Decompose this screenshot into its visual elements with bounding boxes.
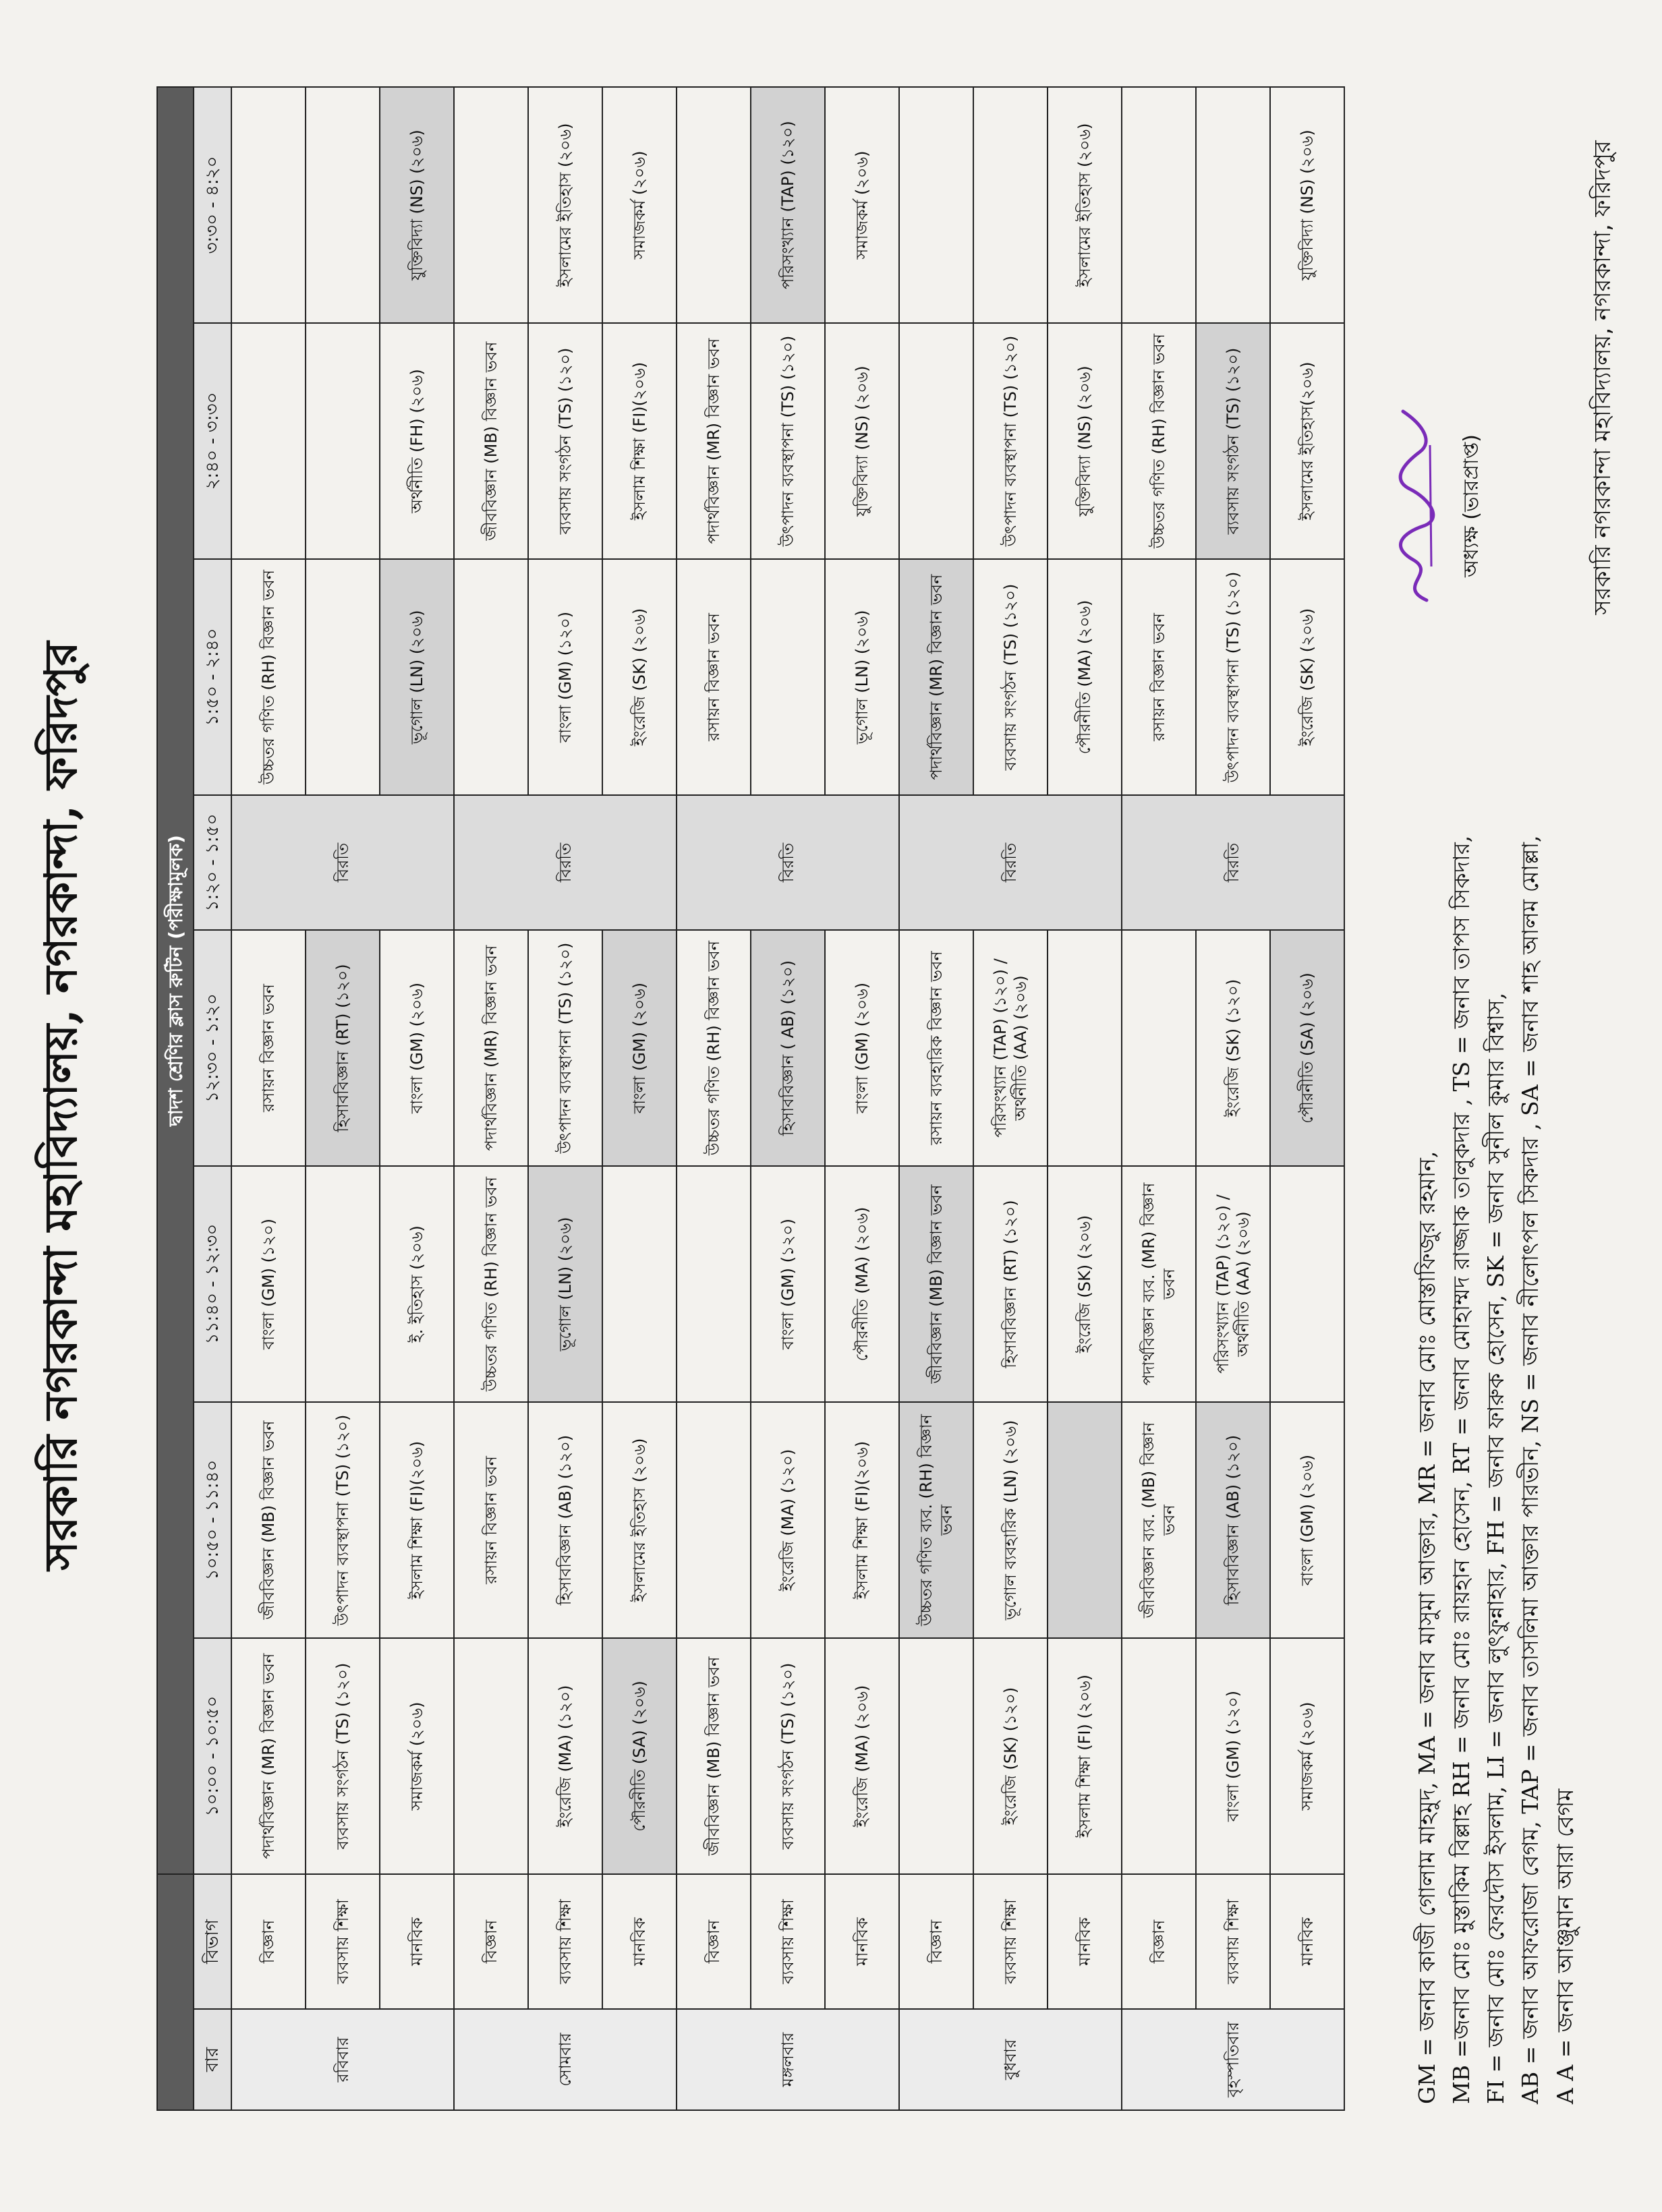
legend-line: MB =জনাব মোঃ মুস্তাকিম বিল্লাহ RH = জনাব মোঃ রায়হান হোসেন, RT = জনাব মোহাম্মদ রাজ্জাক তালুকদার , TS = জনাব তাপস সিকদার, xyxy=(1448,835,1475,2104)
class-cell: বাংলা (GM) (২০৬) xyxy=(825,930,899,1166)
class-cell: পরিসংখ্যান (TAP) (১২০) xyxy=(751,87,825,323)
day-header: বার xyxy=(194,2009,231,2110)
legend-line: FI = জনাব মোঃ ফেরদৌস ইসলাম, LI = জনাব লুৎফুন্নাহার, FH = জনাব ফারুক হোসেন, SK = জনাব সুনীল কুমার বিশ্বাস, xyxy=(1483,992,1510,2104)
class-cell: উচ্চতর গণিত (RH) বিজ্ঞান ভবন xyxy=(677,930,751,1166)
slot-header: ৩:৩০ - ৪:২০ xyxy=(194,87,231,323)
college-footer: সরকারি নগরকান্দা মহাবিদ্যালয়, নগরকান্দা, ফরিদপুর xyxy=(1589,140,1616,615)
class-cell: পদার্থবিজ্ঞান (MR) বিজ্ঞান ভবন xyxy=(231,1638,306,1874)
class-cell xyxy=(677,1402,751,1638)
class-cell: ইসলামের ইতিহাস (২০৬) xyxy=(528,87,602,323)
dept-label: ব্যবসায় শিক্ষা xyxy=(751,1874,825,2009)
class-cell: ইসলামের ইতিহাস (২০৬) xyxy=(602,1402,677,1638)
table-row xyxy=(454,87,528,2110)
class-cell: ইংরেজি (SK) (২০৬) xyxy=(602,559,677,795)
table-row xyxy=(751,87,825,2110)
class-cell: বাংলা (GM) (১২০) xyxy=(1196,1638,1270,1874)
class-cell: পরিসংখ্যান (TAP) (১২০) / অর্থনীতি (AA) (২০৬) xyxy=(973,930,1048,1166)
teacher-legend xyxy=(1410,486,1582,2104)
dept-label: বিজ্ঞান xyxy=(231,1874,306,2009)
class-cell: উৎপাদন ব্যবস্থাপনা (TS) (১২০) xyxy=(1196,559,1270,795)
dept-label: বিজ্ঞান xyxy=(677,1874,751,2009)
legend-line: A A = জনাব আঞ্জুমান আরা বেগম xyxy=(1551,1788,1578,2104)
dept-header: বিভাগ xyxy=(194,1874,231,2009)
class-cell: ভূগোল ব্যবহারিক (LN) (২০৬) xyxy=(973,1402,1048,1638)
page-title: সরকারি নগরকান্দা মহাবিদ্যালয়, নগরকান্দা, ফরিদপুর xyxy=(34,641,87,1571)
slot-header: ১০:৫০ - ১১:৪০ xyxy=(194,1402,231,1638)
class-cell: ব্যবসায় সংগঠন (TS) (১২০) xyxy=(973,559,1048,795)
table-row xyxy=(231,87,306,2110)
class-cell: উৎপাদন ব্যবস্থাপনা (TS) (১২০) xyxy=(751,323,825,559)
class-cell: যুক্তিবিদ্যা (NS) (২০৬) xyxy=(825,323,899,559)
class-cell: পৌরনীতি (SA) (২০৬) xyxy=(1270,930,1344,1166)
class-cell: রসায়ন ব্যবহারিক বিজ্ঞান ভবন xyxy=(899,930,973,1166)
table-row xyxy=(306,87,380,2110)
class-cell: উচ্চতর গণিত (RH) বিজ্ঞান ভবন xyxy=(1122,323,1196,559)
class-cell: উচ্চতর গণিত (RH) বিজ্ঞান ভবন xyxy=(454,1166,528,1402)
dept-label: মানবিক xyxy=(1270,1874,1344,2009)
class-cell: রসায়ন বিজ্ঞান ভবন xyxy=(677,559,751,795)
break-cell: বিরতি xyxy=(677,795,899,930)
dept-label: ব্যবসায় শিক্ষা xyxy=(973,1874,1048,2009)
class-cell: বাংলা (GM) (২০৬) xyxy=(380,930,454,1166)
class-cell: উৎপাদন ব্যবস্থাপনা (TS) (১২০) xyxy=(973,323,1048,559)
dept-label: ব্যবসায় শিক্ষা xyxy=(528,1874,602,2009)
class-cell: হিসাববিজ্ঞান (AB) (১২০) xyxy=(528,1402,602,1638)
class-cell: পৌরনীতি (MA) (২০৬) xyxy=(825,1166,899,1402)
class-cell xyxy=(1196,87,1270,323)
day-label: বৃহস্পতিবার xyxy=(1122,2009,1344,2110)
class-cell xyxy=(454,87,528,323)
slot-header: ১:২০ - ১:৫০ xyxy=(194,795,231,930)
class-cell xyxy=(231,87,306,323)
class-cell: ভূগোল (LN) (২০৬) xyxy=(380,559,454,795)
class-cell: ই. ইতিহাস (২০৬) xyxy=(380,1166,454,1402)
day-label: সোমবার xyxy=(454,2009,677,2110)
class-cell: বাংলা (GM) (১২০) xyxy=(231,1166,306,1402)
dept-label: বিজ্ঞান xyxy=(1122,1874,1196,2009)
class-cell xyxy=(306,1166,380,1402)
break-cell: বিরতি xyxy=(899,795,1122,930)
class-routine-table xyxy=(156,86,1345,2111)
legend-line: AB = জনাব আফরোজা বেগম, TAP = জনাব তাসলিমা আক্তার পারভীন, NS = জনাব নীলোৎপল সিকদার , SA = জনাব শাহ আলম মোল্লা, xyxy=(1517,835,1544,2104)
slot-header: ২:৪০ - ৩:৩০ xyxy=(194,323,231,559)
class-cell: সমাজকর্ম (২০৬) xyxy=(602,87,677,323)
table-row xyxy=(602,87,677,2110)
class-cell: ভূগোল (LN) (২০৬) xyxy=(528,1166,602,1402)
class-cell: জীববিজ্ঞান ব্যব. (MB) বিজ্ঞান ভবন xyxy=(1122,1402,1196,1638)
day-label: মঙ্গলবার xyxy=(677,2009,899,2110)
class-cell xyxy=(1270,1166,1344,1402)
class-cell: সমাজকর্ম (২০৬) xyxy=(380,1638,454,1874)
class-cell: সমাজকর্ম (২০৬) xyxy=(1270,1638,1344,1874)
table-title: দ্বাদশ শ্রেণির ক্লাস রুটিন (পরীক্ষামূলক) xyxy=(157,87,194,1874)
class-cell xyxy=(306,559,380,795)
corner-header xyxy=(157,1874,194,2110)
class-cell: পৌরনীতি (SA) (২০৬) xyxy=(602,1638,677,1874)
class-cell: ভূগোল (LN) (২০৬) xyxy=(825,559,899,795)
class-cell: যুক্তিবিদ্যা (NS) (২০৬) xyxy=(380,87,454,323)
class-cell xyxy=(677,87,751,323)
class-cell xyxy=(1122,87,1196,323)
class-cell: উৎপাদন ব্যবস্থাপনা (TS) (১২০) xyxy=(306,1402,380,1638)
class-cell: পৌরনীতি (MA) (২০৬) xyxy=(1048,559,1122,795)
table-row xyxy=(677,87,751,2110)
class-cell xyxy=(677,1166,751,1402)
class-cell: যুক্তিবিদ্যা (NS) (২০৬) xyxy=(1270,87,1344,323)
class-cell: ব্যবসায় সংগঠন (TS) (১২০) xyxy=(528,323,602,559)
class-cell: পদার্থবিজ্ঞান (MR) বিজ্ঞান ভবন xyxy=(677,323,751,559)
dept-label: মানবিক xyxy=(380,1874,454,2009)
handwritten-signature xyxy=(1389,364,1452,647)
table-row xyxy=(899,87,973,2110)
class-cell: ইসলাম শিক্ষা (FI)(২০৬) xyxy=(825,1402,899,1638)
day-label: রবিবার xyxy=(231,2009,454,2110)
slot-header: ১১:৪০ - ১২:৩০ xyxy=(194,1166,231,1402)
class-cell: উচ্চতর গণিত ব্যব. (RH) বিজ্ঞান ভবন xyxy=(899,1402,973,1638)
dept-label: মানবিক xyxy=(602,1874,677,2009)
class-cell xyxy=(899,323,973,559)
class-cell xyxy=(454,559,528,795)
class-cell: বাংলা (GM) (১২০) xyxy=(751,1166,825,1402)
principal-signature-block xyxy=(1389,364,1489,647)
class-cell: অর্থনীতি (FH) (২০৬) xyxy=(380,323,454,559)
class-cell xyxy=(454,1638,528,1874)
class-cell: পদার্থবিজ্ঞান (MR) বিজ্ঞান ভবন xyxy=(899,559,973,795)
class-cell: ইংরেজি (SK) (২০৬) xyxy=(1048,1166,1122,1402)
class-cell: জীববিজ্ঞান (MB) বিজ্ঞান ভবন xyxy=(454,323,528,559)
class-cell: হিসাববিজ্ঞান (RT) (১২০) xyxy=(973,1166,1048,1402)
break-cell: বিরতি xyxy=(231,795,454,930)
table-row xyxy=(380,87,454,2110)
table-row xyxy=(528,87,602,2110)
table-row xyxy=(1196,87,1270,2110)
class-cell: পদার্থবিজ্ঞান ব্যব. (MR) বিজ্ঞান ভবন xyxy=(1122,1166,1196,1402)
class-cell: ইসলাম শিক্ষা (FI)(২০৬) xyxy=(380,1402,454,1638)
class-cell xyxy=(899,87,973,323)
dept-label: ব্যবসায় শিক্ষা xyxy=(306,1874,380,2009)
class-cell: ইংরেজি (MA) (১২০) xyxy=(751,1402,825,1638)
class-cell xyxy=(602,1166,677,1402)
table-row xyxy=(1270,87,1344,2110)
principal-role: অধ্যক্ষ (ভারপ্রাপ্ত) xyxy=(1460,434,1483,578)
legend-line: GM = জনাব কাজী গোলাম মাহমুদ, MA = জনাব মাসুমা আক্তার, MR = জনাব মোঃ মোস্তাফিজুর রহমান, xyxy=(1414,1151,1440,2104)
class-cell: উচ্চতর গণিত (RH) বিজ্ঞান ভবন xyxy=(231,559,306,795)
class-cell xyxy=(1122,1638,1196,1874)
dept-label: মানবিক xyxy=(1048,1874,1122,2009)
class-cell: ইংরেজি (MA) (১২০) xyxy=(528,1638,602,1874)
class-cell: ইংরেজি (SK) (২০৬) xyxy=(1270,559,1344,795)
slot-header: ১০:০০ - ১০:৫০ xyxy=(194,1638,231,1874)
class-cell: সমাজকর্ম (২০৬) xyxy=(825,87,899,323)
class-cell: রসায়ন বিজ্ঞান ভবন xyxy=(1122,559,1196,795)
class-cell: রসায়ন বিজ্ঞান ভবন xyxy=(231,930,306,1166)
dept-label: বিজ্ঞান xyxy=(454,1874,528,2009)
class-cell xyxy=(231,323,306,559)
dept-label: মানবিক xyxy=(825,1874,899,2009)
class-cell: ব্যবসায় সংগঠন (TS) (১২০) xyxy=(751,1638,825,1874)
break-cell: বিরতি xyxy=(1122,795,1344,930)
class-cell xyxy=(1048,930,1122,1166)
table-row xyxy=(1122,87,1196,2110)
table-row xyxy=(825,87,899,2110)
class-cell: ইসলাম শিক্ষা (FI)(২০৬) xyxy=(602,323,677,559)
class-cell: ইংরেজি (SK) (১২০) xyxy=(973,1638,1048,1874)
break-cell: বিরতি xyxy=(454,795,677,930)
class-cell: ব্যবসায় সংগঠন (TS) (১২০) xyxy=(306,1638,380,1874)
class-cell: ইংরেজি (MA) (২০৬) xyxy=(825,1638,899,1874)
table-row xyxy=(973,87,1048,2110)
class-cell: রসায়ন বিজ্ঞান ভবন xyxy=(454,1402,528,1638)
slot-header: ১:৫০ - ২:৪০ xyxy=(194,559,231,795)
class-cell: ইসলামের ইতিহাস(২০৬) xyxy=(1270,323,1344,559)
class-cell xyxy=(973,87,1048,323)
class-cell: হিসাববিজ্ঞান (RT) (১২০) xyxy=(306,930,380,1166)
class-cell: ইংরেজি (SK) (১২০) xyxy=(1196,930,1270,1166)
table-row xyxy=(1048,87,1122,2110)
dept-label: বিজ্ঞান xyxy=(899,1874,973,2009)
day-label: বুধবার xyxy=(899,2009,1122,2110)
class-cell xyxy=(899,1638,973,1874)
class-cell: হিসাববিজ্ঞান ( AB) (১২০) xyxy=(751,930,825,1166)
class-cell xyxy=(1048,1402,1122,1638)
class-cell: হিসাববিজ্ঞান (AB) (১২০) xyxy=(1196,1402,1270,1638)
class-cell: জীববিজ্ঞান (MB) বিজ্ঞান ভবন xyxy=(899,1166,973,1402)
class-cell xyxy=(306,87,380,323)
class-cell: ইসলাম শিক্ষা (FI) (২০৬) xyxy=(1048,1638,1122,1874)
class-cell xyxy=(1122,930,1196,1166)
dept-label: ব্যবসায় শিক্ষা xyxy=(1196,1874,1270,2009)
signature-scribble-icon xyxy=(1389,405,1443,607)
class-cell xyxy=(751,559,825,795)
class-cell: উৎপাদন ব্যবস্থাপনা (TS) (১২০) xyxy=(528,930,602,1166)
class-cell: পরিসংখ্যান (TAP) (১২০) / অর্থনীতি (AA) (২০৬) xyxy=(1196,1166,1270,1402)
class-cell: পদার্থবিজ্ঞান (MR) বিজ্ঞান ভবন xyxy=(454,930,528,1166)
routine-body xyxy=(231,87,1344,2110)
class-cell: বাংলা (GM) (২০৬) xyxy=(1270,1402,1344,1638)
class-cell: ইসলামের ইতিহাস (২০৬) xyxy=(1048,87,1122,323)
class-cell: ব্যবসায় সংগঠন (TS) (১২০) xyxy=(1196,323,1270,559)
class-cell: জীববিজ্ঞান (MB) বিজ্ঞান ভবন xyxy=(231,1402,306,1638)
slot-header: ১২:৩০ - ১:২০ xyxy=(194,930,231,1166)
class-cell: বাংলা (GM) (১২০) xyxy=(528,559,602,795)
class-cell xyxy=(306,323,380,559)
class-cell: জীববিজ্ঞান (MB) বিজ্ঞান ভবন xyxy=(677,1638,751,1874)
class-cell: বাংলা (GM) (২০৬) xyxy=(602,930,677,1166)
class-cell: যুক্তিবিদ্যা (NS) (২০৬) xyxy=(1048,323,1122,559)
